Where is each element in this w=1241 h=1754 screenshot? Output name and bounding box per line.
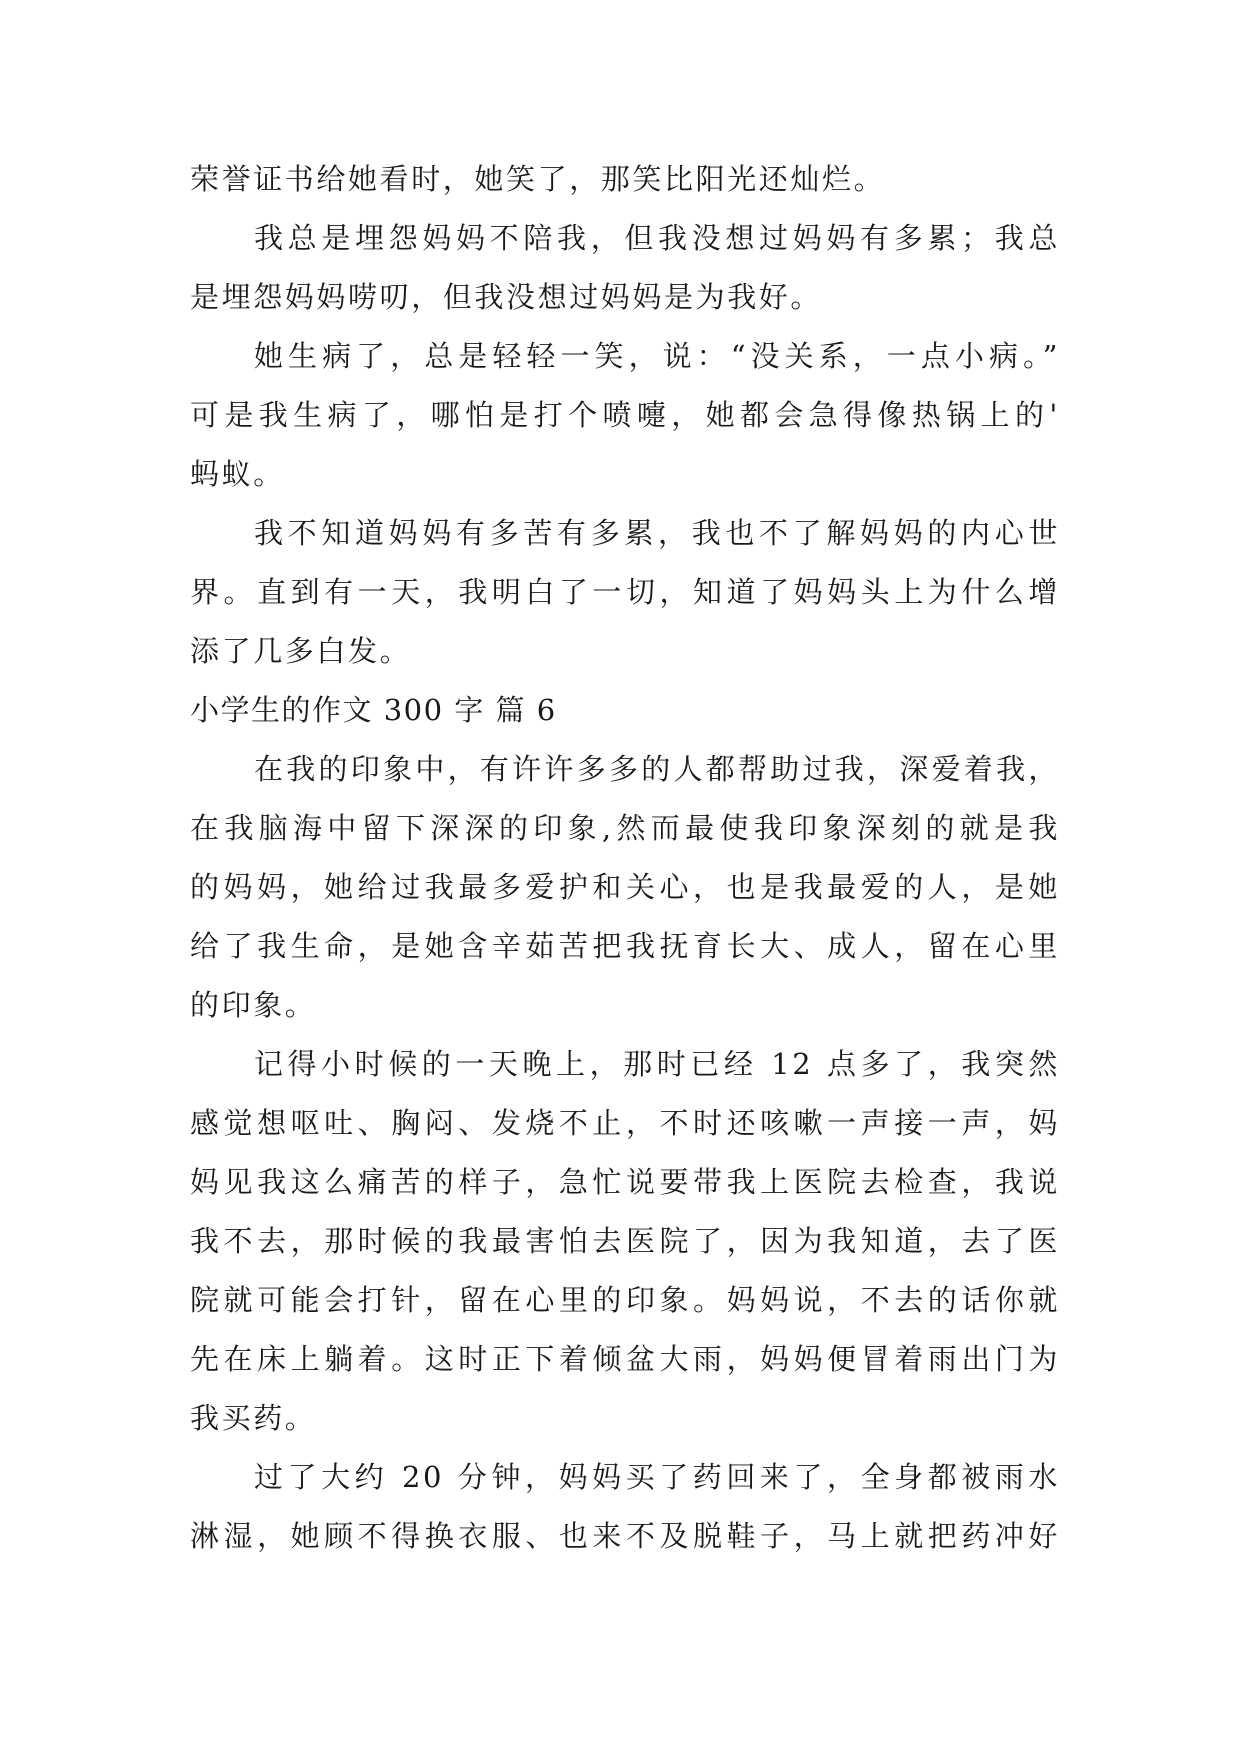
text-line: 界。直到有一天，我明白了一切，知道了妈妈头上为什么增 bbox=[190, 575, 1060, 609]
text-line: 妈见我这么痛苦的样子，急忙说要带我上医院去检查，我说 bbox=[190, 1165, 1060, 1199]
text-line: 荣誉证书给她看时，她笑了，那笑比阳光还灿烂。 bbox=[190, 162, 886, 196]
text-line: 给了我生命，是她含辛茹苦把我抚育长大、成人，留在心里 bbox=[190, 929, 1060, 963]
paragraph bbox=[190, 327, 1060, 504]
section-title: 小学生的作文 300 字 篇 6 bbox=[190, 693, 557, 727]
text-line: 是埋怨妈妈唠叨，但我没想过妈妈是为我好。 bbox=[190, 280, 823, 314]
text-line: 我总是埋怨妈妈不陪我，但我没想过妈妈有多累；我总 bbox=[254, 221, 1060, 255]
text-line: 感觉想呕吐、胸闷、发烧不止，不时还咳嗽一声接一声，妈 bbox=[190, 1106, 1060, 1140]
text-line: 我不去，那时候的我最害怕去医院了，因为我知道，去了医 bbox=[190, 1224, 1060, 1258]
text-line: 我买药。 bbox=[190, 1401, 317, 1435]
paragraph bbox=[190, 150, 1060, 209]
text-line: 的妈妈，她给过我最多爱护和关心，也是我最爱的人，是她 bbox=[190, 870, 1060, 904]
text-line: 可是我生病了，哪怕是打个喷嚏，她都会急得像热锅上的' bbox=[190, 398, 1060, 432]
paragraph bbox=[190, 209, 1060, 327]
text-line: 院就可能会打针，留在心里的印象。妈妈说，不去的话你就 bbox=[190, 1283, 1060, 1317]
text-line: 的印象。 bbox=[190, 988, 317, 1022]
text-line: 过了大约 20 分钟，妈妈买了药回来了，全身都被雨水 bbox=[254, 1460, 1060, 1494]
paragraph bbox=[190, 1448, 1060, 1566]
text-line: 蚂蚁。 bbox=[190, 457, 285, 491]
text-line: 她生病了，总是轻轻一笑，说：“没关系，一点小病。” bbox=[254, 339, 1060, 373]
paragraph bbox=[190, 740, 1060, 1035]
paragraph bbox=[190, 504, 1060, 681]
paragraph bbox=[190, 1035, 1060, 1448]
text-line: 记得小时候的一天晚上，那时已经 12 点多了，我突然 bbox=[254, 1047, 1060, 1081]
text-line: 先在床上躺着。这时正下着倾盆大雨，妈妈便冒着雨出门为 bbox=[190, 1342, 1060, 1376]
text-line: 添了几多白发。 bbox=[190, 634, 412, 668]
text-line: 在我的印象中，有许许多多的人都帮助过我，深爱着我， bbox=[254, 752, 1060, 786]
document-body bbox=[190, 150, 1060, 1566]
text-line: 淋湿，她顾不得换衣服、也来不及脱鞋子，马上就把药冲好 bbox=[190, 1519, 1060, 1553]
text-line: 在我脑海中留下深深的印象,然而最使我印象深刻的就是我 bbox=[190, 811, 1060, 845]
text-line: 我不知道妈妈有多苦有多累，我也不了解妈妈的内心世 bbox=[254, 516, 1060, 550]
